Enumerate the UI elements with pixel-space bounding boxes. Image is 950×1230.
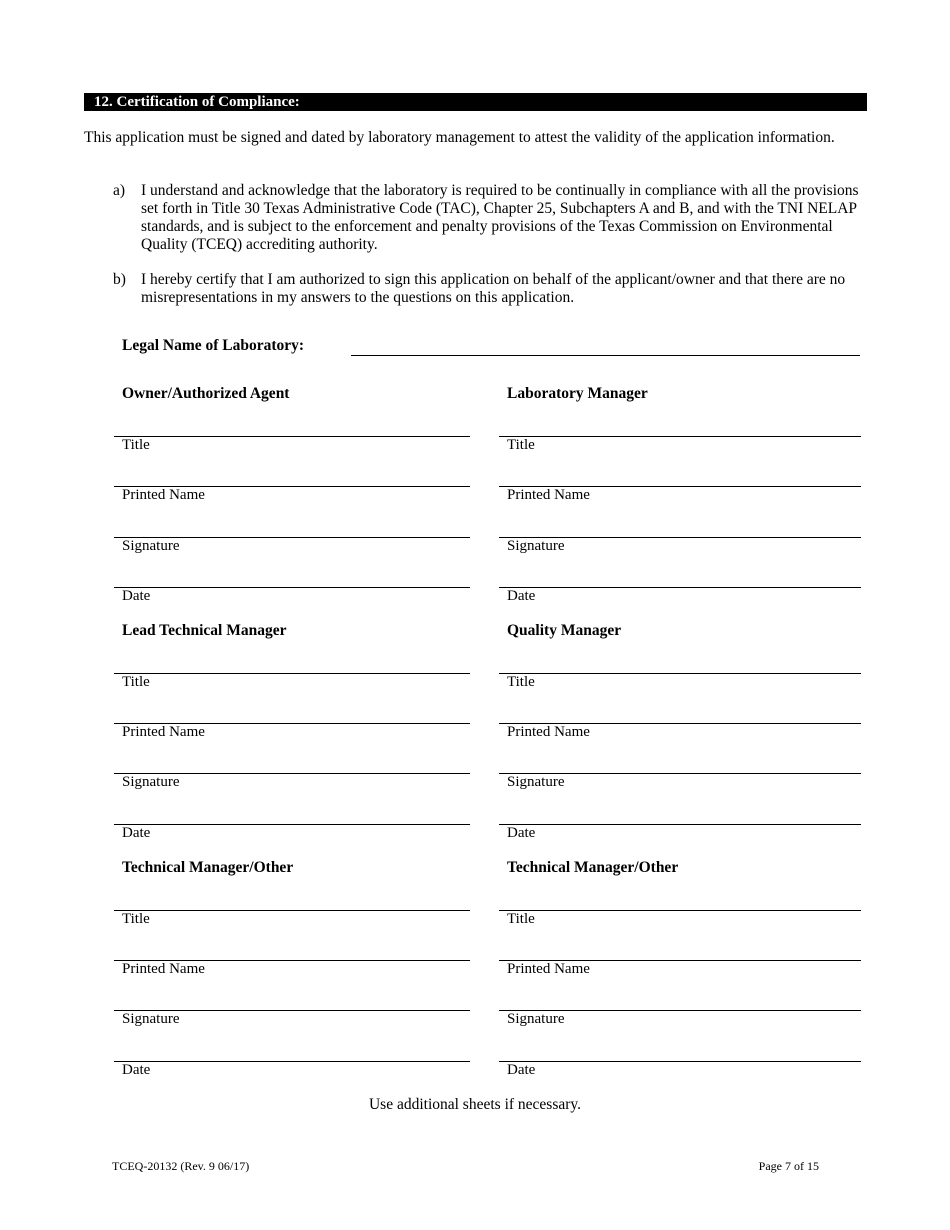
statement-a-marker: a) bbox=[113, 182, 126, 199]
tech-other-right-printed-name-caption: Printed Name bbox=[507, 961, 590, 977]
quality-manager-date-field[interactable] bbox=[499, 824, 861, 825]
owner-printed-name-caption: Printed Name bbox=[122, 487, 205, 503]
tech-other-right-title-field[interactable] bbox=[499, 910, 861, 911]
quality-manager-date-caption: Date bbox=[507, 825, 536, 841]
statement-b-marker: b) bbox=[113, 271, 126, 288]
quality-manager-title-caption: Title bbox=[507, 674, 535, 690]
owner-signature-caption: Signature bbox=[122, 538, 180, 554]
lab-manager-date-caption: Date bbox=[507, 588, 536, 604]
section-title-bar bbox=[84, 93, 867, 111]
tech-other-left-title-caption: Title bbox=[122, 911, 150, 927]
tech-other-right-date-caption: Date bbox=[507, 1062, 536, 1078]
tech-other-left-heading: Technical Manager/Other bbox=[122, 859, 294, 876]
tech-other-right-date-field[interactable] bbox=[499, 1061, 861, 1062]
lab-manager-title-caption: Title bbox=[507, 437, 535, 453]
lead-tech-date-field[interactable] bbox=[114, 824, 470, 825]
lead-tech-signature-caption: Signature bbox=[122, 774, 180, 790]
lead-tech-printed-name-caption: Printed Name bbox=[122, 724, 205, 740]
owner-heading: Owner/Authorized Agent bbox=[122, 385, 290, 402]
tech-other-left-date-caption: Date bbox=[122, 1062, 151, 1078]
section-title: 12. Certification of Compliance: bbox=[94, 94, 300, 110]
lead-tech-heading: Lead Technical Manager bbox=[122, 622, 287, 639]
form-id: TCEQ-20132 (Rev. 9 06/17) bbox=[112, 1159, 250, 1173]
owner-date-field[interactable] bbox=[114, 587, 470, 588]
tech-other-left-signature-caption: Signature bbox=[122, 1011, 180, 1027]
tech-other-right-signature-caption: Signature bbox=[507, 1011, 565, 1027]
legal-name-label: Legal Name of Laboratory: bbox=[122, 337, 305, 354]
owner-title-field[interactable] bbox=[114, 436, 470, 437]
statement-a-text: I understand and acknowledge that the laboratory is required to be continually in compliance with all the provisions set forth in Title 30 Texas Administrative Code (TAC), Chapter 25, Subchapters A and B, and with the TNI NELAP standards, and is subject to the enforcement and penalty provisions of the Texas Commission on Environmental Quality (TCEQ) accrediting authority. bbox=[141, 182, 859, 253]
additional-sheets-note: Use additional sheets if necessary. bbox=[368, 1096, 582, 1113]
statement-a bbox=[113, 182, 863, 254]
quality-manager-title-field[interactable] bbox=[499, 673, 861, 674]
lab-manager-heading: Laboratory Manager bbox=[507, 385, 648, 402]
quality-manager-printed-name-caption: Printed Name bbox=[507, 724, 590, 740]
tech-other-right-heading: Technical Manager/Other bbox=[507, 859, 679, 876]
lead-tech-date-caption: Date bbox=[122, 825, 151, 841]
quality-manager-signature-caption: Signature bbox=[507, 774, 565, 790]
lab-manager-printed-name-caption: Printed Name bbox=[507, 487, 590, 503]
lead-tech-title-caption: Title bbox=[122, 674, 150, 690]
quality-manager-heading: Quality Manager bbox=[507, 622, 622, 639]
tech-other-left-title-field[interactable] bbox=[114, 910, 470, 911]
lab-manager-title-field[interactable] bbox=[499, 436, 861, 437]
page-number: Page 7 of 15 bbox=[758, 1159, 819, 1173]
legal-name-field[interactable] bbox=[351, 355, 860, 356]
statement-b bbox=[113, 271, 863, 307]
owner-title-caption: Title bbox=[122, 437, 150, 453]
tech-other-left-date-field[interactable] bbox=[114, 1061, 470, 1062]
tech-other-left-printed-name-caption: Printed Name bbox=[122, 961, 205, 977]
tech-other-right-title-caption: Title bbox=[507, 911, 535, 927]
lab-manager-date-field[interactable] bbox=[499, 587, 861, 588]
owner-date-caption: Date bbox=[122, 588, 151, 604]
lead-tech-title-field[interactable] bbox=[114, 673, 470, 674]
statement-b-text: I hereby certify that I am authorized to sign this application on behalf of the applicant/owner and that there are no misrepresentations in my answers to the questions on this application. bbox=[141, 271, 846, 306]
intro-paragraph: This application must be signed and dated by laboratory management to attest the validity of the application information. bbox=[84, 129, 835, 146]
lab-manager-signature-caption: Signature bbox=[507, 538, 565, 554]
